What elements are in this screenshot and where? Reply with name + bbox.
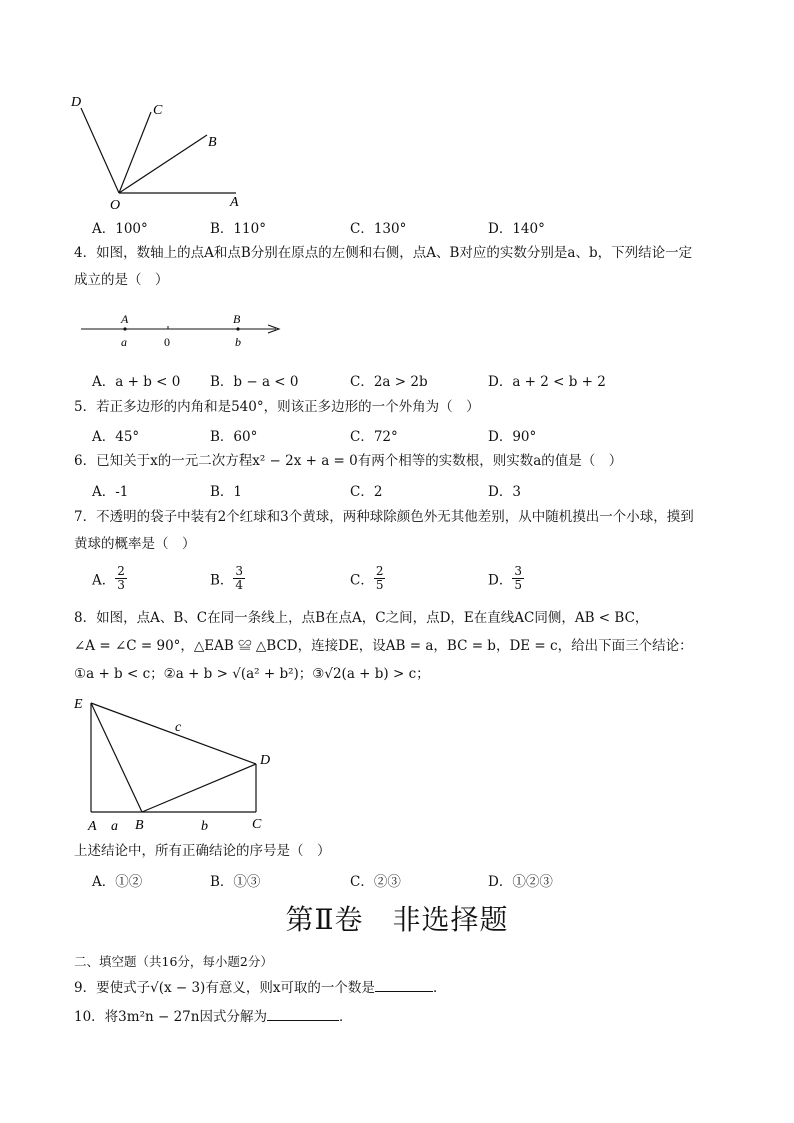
label-D: D — [71, 95, 82, 110]
label-B: B — [233, 312, 241, 326]
q8-stem-line1: 8．如图，点A、B、C在同一条线上，点B在点A，C之间，点D，E在直线AC同侧，AB < BC， — [74, 610, 649, 626]
label-A: A — [88, 819, 97, 834]
ray-OC — [119, 112, 151, 193]
q7-option-d[interactable] — [488, 565, 524, 592]
label-zero: 0 — [164, 335, 170, 349]
label-b: b — [201, 819, 208, 834]
label-A: A — [230, 195, 239, 210]
q8-question: 上述结论中，所有正确结论的序号是（ ） — [74, 843, 331, 859]
q10-period: ． — [338, 1009, 353, 1025]
q5-option-d[interactable]: D．90° — [488, 429, 537, 445]
denominator: 4 — [235, 578, 244, 592]
q5-option-a[interactable]: A．45° — [92, 429, 140, 445]
q3-option-b[interactable]: B．110° — [210, 221, 266, 237]
part-two-title: 第Ⅱ卷 非选择题 — [285, 903, 509, 936]
point-B — [236, 327, 239, 330]
q3-option-a[interactable]: A．100° — [92, 221, 148, 237]
angle-figure — [68, 92, 258, 214]
q7-stem-line1: 7．不透明的袋子中装有2个红球和3个黄球，两种球除颜色外无其他差别，从中随机摸出一个小球，摸到 — [74, 509, 694, 525]
ray-OD — [81, 108, 119, 193]
label-C: C — [252, 817, 262, 832]
q4-option-a[interactable]: A．a + b < 0 — [92, 374, 181, 390]
number-line-figure — [80, 310, 285, 352]
q7-stem-line2: 黄球的概率是（ ） — [74, 536, 196, 552]
label-a: a — [121, 335, 127, 349]
label-b: b — [235, 335, 241, 349]
numerator: 2 — [375, 564, 384, 578]
section-heading: 二、填空题（共16分，每小题2分） — [74, 954, 273, 969]
answer-blank[interactable] — [375, 979, 433, 992]
label-a: a — [111, 819, 118, 834]
q5-option-b[interactable]: B．60° — [210, 429, 258, 445]
answer-blank[interactable] — [267, 1008, 339, 1021]
q8-stem-line3: ①a + b < c；②a + b > √(a² + b²)；③√2(a + b) > c； — [74, 666, 430, 682]
option-letter: D． — [488, 572, 513, 589]
denominator: 5 — [375, 578, 384, 592]
label-O: O — [110, 198, 121, 213]
q4-option-d[interactable]: D．a + 2 < b + 2 — [488, 374, 606, 390]
q8-option-c[interactable]: C．②③ — [350, 874, 401, 890]
q6-stem: 6．已知关于x的一元二次方程x² − 2x + a = 0有两个相等的实数根，则实数a的值是（ ） — [74, 453, 623, 469]
fraction — [115, 565, 127, 592]
option-letter: A． — [92, 572, 116, 589]
q8-stem-line2: ∠A = ∠C = 90°，△EAB ≌ △BCD，连接DE，设AB = a，BC = b，DE = c，给出下面三个结论： — [74, 638, 693, 654]
label-E: E — [74, 697, 83, 712]
denominator: 5 — [514, 578, 522, 592]
numerator: 3 — [514, 564, 522, 578]
q9-stem — [74, 979, 446, 997]
q5-option-c[interactable]: C．72° — [350, 429, 398, 445]
q10-stem — [74, 1008, 352, 1026]
fraction — [233, 565, 245, 592]
ray-OB — [119, 135, 207, 193]
label-A: A — [121, 312, 129, 326]
q5-stem: 5．若正多边形的内角和是540°，则该正多边形的一个外角为（ ） — [74, 399, 480, 415]
q4-stem-line1: 4．如图，数轴上的点A和点B分别在原点的左侧和右侧，点A、B对应的实数分别是a、b，下列结论一定 — [74, 245, 693, 261]
q6-option-c[interactable]: C．2 — [350, 484, 383, 500]
q3-option-c[interactable]: C．130° — [350, 221, 407, 237]
q4-option-c[interactable]: C．2a > 2b — [350, 374, 428, 390]
q9-text: 9．要使式子√(x − 3)有意义，则x可取的一个数是 — [74, 980, 375, 996]
fraction — [512, 565, 524, 592]
q8-option-a[interactable]: A．①② — [92, 874, 143, 890]
q7-option-b[interactable] — [210, 565, 245, 592]
label-D: D — [260, 753, 271, 768]
q6-option-a[interactable]: A．-1 — [92, 484, 129, 500]
point-A — [123, 327, 126, 330]
label-c: c — [175, 720, 182, 735]
label-C: C — [153, 103, 163, 118]
q8-option-d[interactable]: D．①②③ — [488, 874, 553, 890]
fraction — [374, 565, 386, 592]
q6-option-d[interactable]: D．3 — [488, 484, 521, 500]
label-B: B — [135, 818, 144, 833]
q10-text: 10．将3m²n − 27n因式分解为 — [74, 1009, 267, 1025]
option-letter: B． — [210, 572, 234, 589]
numerator: 2 — [117, 564, 125, 578]
denominator: 3 — [117, 578, 125, 592]
q7-option-c[interactable] — [350, 565, 385, 592]
q9-period: ． — [432, 980, 447, 996]
triangle-figure — [74, 693, 284, 835]
numerator: 3 — [235, 564, 244, 578]
q8-option-b[interactable]: B．①③ — [210, 874, 261, 890]
segment-BD — [142, 764, 256, 812]
option-letter: C． — [350, 572, 374, 589]
q4-stem-line2: 成立的是（ ） — [74, 272, 169, 288]
q6-option-b[interactable]: B．1 — [210, 484, 243, 500]
q3-option-d[interactable]: D．140° — [488, 221, 545, 237]
q7-option-a[interactable] — [92, 565, 127, 592]
label-B: B — [208, 135, 217, 150]
q4-option-b[interactable]: B．b − a < 0 — [210, 374, 299, 390]
